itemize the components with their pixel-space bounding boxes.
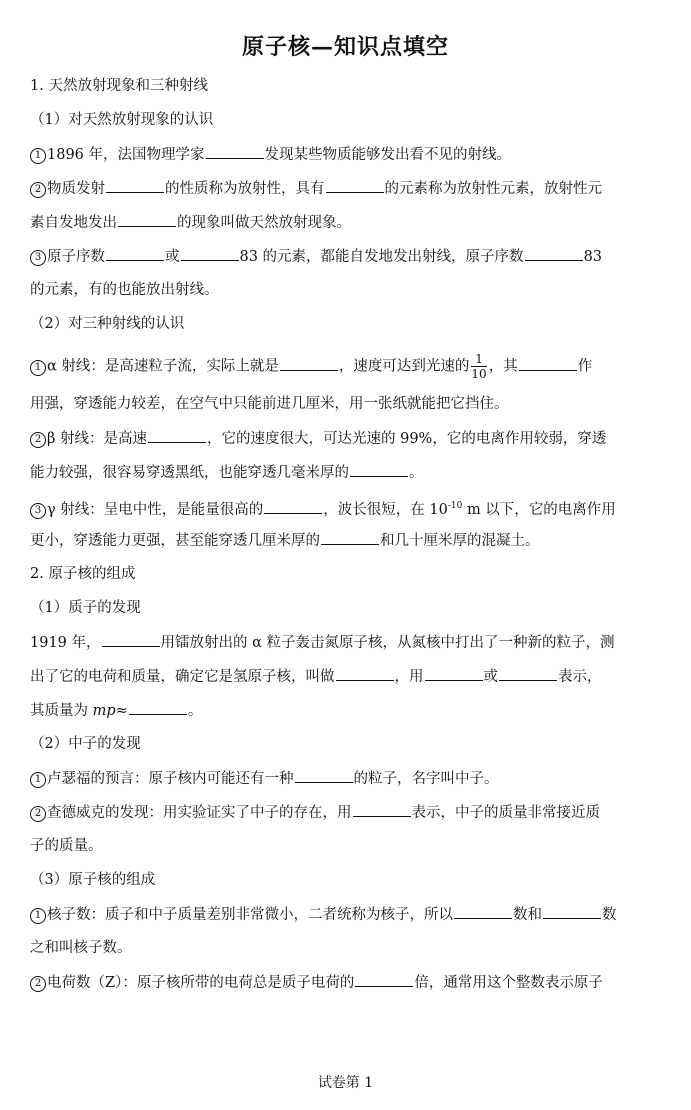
text: 查德威克的发现：用实验证实了中子的存在，用	[47, 805, 352, 821]
fill-blank[interactable]	[543, 904, 601, 919]
text: 倍，通常用这个整数表示原子	[414, 975, 603, 991]
fill-blank[interactable]	[326, 178, 384, 193]
denominator: 10	[471, 367, 487, 381]
fill-blank[interactable]	[454, 904, 512, 919]
text: 2. 原子核的组成	[30, 566, 136, 582]
text-line	[30, 212, 351, 233]
text: 1896 年，法国物理学家	[47, 147, 205, 163]
text: 的粒子，名字叫中子。	[353, 771, 499, 787]
text-line	[30, 904, 617, 925]
text-line	[30, 802, 600, 823]
text: α 射线：是高速粒子流，实际上就是	[47, 358, 279, 375]
text: 的元素，有的也能放出射线。	[30, 282, 219, 298]
text: 1919 年，	[30, 635, 101, 651]
text: 或	[483, 669, 498, 685]
text-line	[30, 530, 540, 551]
fraction	[471, 352, 486, 381]
text-line	[30, 836, 103, 856]
text-line	[30, 496, 616, 520]
fill-blank[interactable]	[280, 356, 338, 371]
text: 子的质量。	[30, 838, 103, 854]
fill-blank[interactable]	[206, 144, 264, 159]
text: ，速度可达到光速的	[338, 358, 470, 375]
text-line	[30, 352, 592, 381]
text-line	[30, 768, 499, 789]
sub-heading	[30, 870, 155, 890]
sub-heading	[30, 598, 141, 618]
section-heading	[30, 564, 135, 584]
fill-blank[interactable]	[499, 666, 557, 681]
circled-number-icon: 2	[30, 976, 46, 992]
circled-number-icon: 1	[30, 360, 46, 376]
circled-number-icon: 2	[30, 806, 46, 822]
text: 能力较强，很容易穿透黑纸，也能穿透几毫米厚的	[30, 465, 349, 481]
text: 表示，	[558, 669, 602, 685]
circled-number-icon: 1	[30, 772, 46, 788]
text: 的元素称为放射性元素，放射性元	[384, 181, 602, 197]
text: 出了它的电荷和质量，确定它是氢原子核，叫做	[30, 669, 335, 685]
fill-blank[interactable]	[355, 972, 413, 987]
fill-blank[interactable]	[321, 530, 379, 545]
circled-number-icon: 3	[30, 503, 46, 519]
text: 作	[577, 358, 593, 375]
fill-blank[interactable]	[350, 462, 408, 477]
text: ，用	[394, 669, 424, 685]
text: 用强，穿透能力较差，在空气中只能前进几厘米，用一张纸就能把它挡住。	[30, 396, 509, 412]
text: 的现象叫做天然放射现象。	[177, 215, 351, 231]
text: 数和	[513, 907, 542, 923]
text: 之和叫核子数。	[30, 940, 132, 956]
text: β 射线：是高速	[47, 431, 147, 447]
circled-number-icon: 1	[30, 908, 46, 924]
section-heading	[30, 76, 208, 96]
text: 1. 天然放射现象和三种射线	[30, 78, 208, 94]
fill-blank[interactable]	[129, 700, 187, 715]
text: 素自发地发出	[30, 215, 117, 231]
text-line	[30, 144, 511, 165]
text: ≈	[115, 703, 128, 719]
page-footer: 试卷第 1	[317, 1075, 374, 1091]
text-line	[30, 632, 615, 653]
text: ，其	[488, 358, 518, 375]
text-line	[30, 938, 132, 958]
text: ，它的速度很大，可达光速的 99%，它的电离作用较弱，穿透	[207, 431, 607, 447]
text: 的性质称为放射性，具有	[165, 181, 325, 197]
exponent: -10	[447, 501, 463, 511]
fill-blank[interactable]	[148, 428, 206, 443]
fill-blank[interactable]	[102, 632, 160, 647]
text: （1）对天然放射现象的认识	[30, 112, 214, 128]
fill-blank[interactable]	[353, 802, 411, 817]
text-line	[30, 246, 602, 267]
text-line	[30, 178, 602, 199]
text: 数	[602, 907, 617, 923]
sub-heading	[30, 110, 213, 130]
fill-blank[interactable]	[425, 666, 483, 681]
text: （3）原子核的组成	[30, 872, 156, 888]
circled-number-icon: 1	[30, 148, 46, 164]
text: m 以下，它的电离作用	[462, 502, 616, 518]
fill-blank[interactable]	[336, 666, 394, 681]
text: 表示，中子的质量非常接近质	[411, 805, 600, 821]
text-line	[30, 666, 602, 687]
page-title: 原子核—知识点填空	[241, 34, 449, 60]
text: 原子序数	[47, 249, 105, 265]
text-line	[30, 280, 219, 300]
text: 83 的元素，都能自发地发出射线，原子序数	[239, 249, 524, 265]
text: （1）质子的发现	[30, 600, 141, 616]
sub-heading	[30, 734, 141, 754]
fill-blank[interactable]	[106, 178, 164, 193]
fill-blank[interactable]	[181, 246, 239, 261]
text: （2）中子的发现	[30, 736, 141, 752]
text: 。	[409, 465, 424, 481]
fill-blank[interactable]	[106, 246, 164, 261]
fill-blank[interactable]	[519, 356, 577, 371]
text-line	[30, 428, 606, 449]
circled-number-icon: 2	[30, 432, 46, 448]
text: 其质量为	[30, 703, 93, 719]
text: 用镭放射出的 α 粒子轰击氮原子核，从氮核中打出了一种新的粒子，测	[160, 635, 615, 651]
text-line	[30, 394, 509, 414]
text: 核子数：质子和中子质量差别非常微小，二者统称为核子，所以	[47, 907, 453, 923]
fill-blank[interactable]	[264, 499, 322, 514]
text: 物质发射	[47, 181, 105, 197]
text: 电荷数（Z）：原子核所带的电荷总是质子电荷的	[47, 975, 355, 991]
text: ，波长很短，在 10	[323, 502, 448, 518]
text: γ 射线：呈电中性，是能量很高的	[47, 502, 264, 518]
text: 83	[583, 249, 603, 265]
fill-blank[interactable]	[118, 212, 176, 227]
text-line	[30, 462, 424, 483]
circled-number-icon: 2	[30, 182, 46, 198]
text: 卢瑟福的预言：原子核内可能还有一种	[47, 771, 294, 787]
math-symbol: mp	[92, 703, 116, 719]
text: （2）对三种射线的认识	[30, 316, 185, 332]
text: 更小，穿透能力更强，甚至能穿透几厘米厚的	[30, 533, 320, 549]
text: 或	[165, 249, 180, 265]
text: 和几十厘米厚的混凝土。	[380, 533, 540, 549]
text: 发现某些物质能够发出看不见的射线。	[264, 147, 512, 163]
fill-blank[interactable]	[295, 768, 353, 783]
text: 。	[187, 703, 203, 719]
sub-heading	[30, 314, 184, 334]
text-line	[30, 700, 202, 721]
numerator: 1	[471, 352, 486, 367]
circled-number-icon: 3	[30, 250, 46, 266]
text-line	[30, 972, 603, 993]
fill-blank[interactable]	[525, 246, 583, 261]
